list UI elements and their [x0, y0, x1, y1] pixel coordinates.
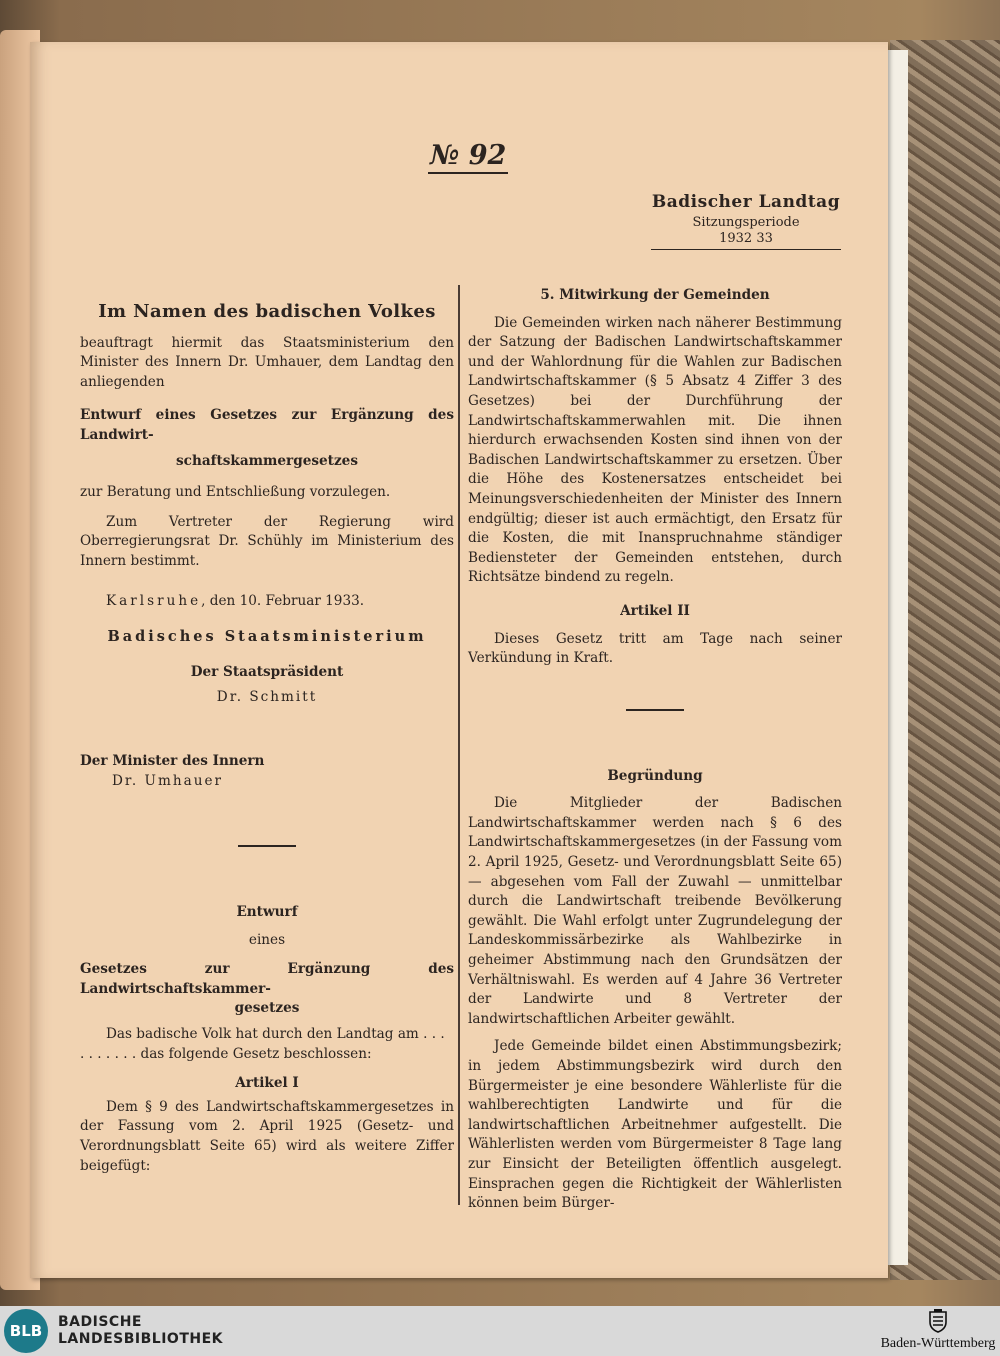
document-number: № 92 — [428, 140, 508, 174]
minister-title: Der Minister des Innern — [80, 752, 265, 769]
article-1-heading: Artikel I — [235, 1075, 299, 1092]
state-crest-icon — [928, 1309, 948, 1333]
law-title-line2: gesetzes — [234, 1000, 300, 1017]
section-5-heading: 5. Mitwirkung der Gemeinden — [540, 287, 770, 303]
viewer-footer — [0, 1306, 1000, 1356]
representative-text: Zum Vertreter der Regierung wird Oberregierungsrat Dr. Schühly im Ministerium des Innern bestimmt. — [80, 513, 454, 569]
library-name-line1: BADISCHE — [58, 1314, 142, 1330]
purpose-text: zur Beratung und Entschließung vorzulegen. — [80, 484, 391, 501]
library-name[interactable] — [58, 1314, 223, 1348]
begruendung-heading: Begründung — [607, 767, 703, 784]
right-column — [468, 286, 842, 1214]
date-text: , den 10. Februar 1933. — [201, 592, 365, 609]
president-title: Der Staatspräsident — [190, 663, 344, 680]
session-years: 1932 33 — [651, 231, 841, 250]
library-name-line2: LANDESBIBLIOTHEK — [58, 1331, 224, 1347]
separator-rule — [238, 845, 296, 847]
enactment-line2: . . . . . . . das folgende Gesetz beschlossen: — [80, 1045, 372, 1062]
column-divider — [458, 285, 460, 1205]
state-name: Baden-Württemberg — [880, 1336, 996, 1351]
article-2-heading: Artikel II — [620, 602, 690, 619]
begruendung-paragraph-1: Die Mitglieder der Badischen Landwirtschaftskammer werden nach § 6 des Landwirtschaftskammergesetzes (in der Fassung vom 2. April 1925, Gesetz- und Verordnungsblatt Seite 65) — abgesehen vom Fall der Zuwahl — unmittelbar durch die Landwirtschaft treibende Bevölkerung gewählt. Die Wahl erfolgt unter Zugrundelegung der Landeskommissärbezirke als Wahlbezirke in geheimer Abstimmung nach den Grundsätzen der Verhältniswahl. Es werden auf 4 Jahre 36 Vertreter der Landwirte und 8 Vertreter der landwirtschaftlichen Arbeiter gewählt. — [468, 795, 842, 1027]
section-5-text: Die Gemeinden wirken nach näherer Bestimmung der Satzung der Badischen Landwirtschaftskammer und der Wahlordnung für die Wahlen zur Badischen Landwirtschaftskammer (§ 5 Absatz 4 Ziffer 3 des Gesetzes) bei der Durchführung der Landwirtschaftskammerwahlen mit. Die ihnen hierdurch erwachsenden Kosten sind ihnen von der Badischen Landwirtschaftskammer zu ersetzen. Über die Höhe des Kostenersatzes entscheidet bei Meinungsverschiedenheiten der Minister des Innern endgültig; dieser ist auch ermächtigt, den Ersatz für die Kosten, die mit Inanspruchnahme ständiger Bediensteter der Gemeinden entstehen, durch Richtsätze bindend zu regeln. — [468, 314, 842, 586]
eines-text: eines — [248, 931, 286, 948]
separator-rule-right — [626, 709, 684, 711]
landtag-title: Badischer Landtag — [651, 192, 841, 212]
president-name: Dr. Schmitt — [216, 689, 318, 706]
minister-name: Dr. Umhauer — [112, 772, 224, 789]
article-1-text: Dem § 9 des Landwirtschaftskammergesetzes in der Fassung vom 2. April 1925 (Gesetz- und Verordnungsblatt Seite 65) wird als weitere Ziffer beigefügt: — [80, 1098, 454, 1174]
intro-text: beauftragt hiermit das Staatsministerium den Minister des Innern Dr. Umhauer, dem Landtag den anliegenden — [80, 334, 454, 390]
article-2-text: Dieses Gesetz tritt am Tage nach seiner Verkündung in Kraft. — [468, 630, 842, 667]
ministry-name: Badisches Staatsministerium — [107, 628, 427, 646]
draft-title-line1: Entwurf eines Gesetzes zur Ergänzung des Landwirt- — [80, 407, 454, 443]
landtag-header — [651, 192, 841, 250]
law-title-line1: Gesetzes zur Ergänzung des Landwirtschaftskammer- — [80, 961, 454, 997]
place-date — [80, 592, 454, 612]
heading-volk: Im Namen des badischen Volkes — [98, 301, 436, 322]
session-label: Sitzungsperiode — [692, 215, 800, 230]
blb-logo[interactable]: BLB — [4, 1309, 48, 1353]
place-name: Karlsruhe — [106, 592, 202, 609]
document-page — [30, 42, 888, 1278]
draft-title-line2: schaftskammergesetzes — [176, 452, 358, 469]
state-logo[interactable] — [876, 1306, 1000, 1356]
enactment-line1: Das badische Volk hat durch den Landtag am . . . — [106, 1026, 445, 1043]
entwurf-heading: Entwurf — [236, 904, 298, 921]
left-column — [80, 302, 454, 1176]
begruendung-paragraph-2: Jede Gemeinde bildet einen Abstimmungsbezirk; in jedem Abstimmungsbezirk wird durch den Bürgermeister je eine besondere Wählerliste für die wahlberechtigten Landwirte und für die landwirtschaftlichen Arbeitnehmer aufgestellt. Die Wählerlisten werden vom Bürgermeister 8 Tage lang zur Einsicht der Beteiligten öffentlich ausgelegt. Einsprachen gegen die Richtigkeit der Wählerlisten können beim Bürger- — [468, 1038, 842, 1212]
